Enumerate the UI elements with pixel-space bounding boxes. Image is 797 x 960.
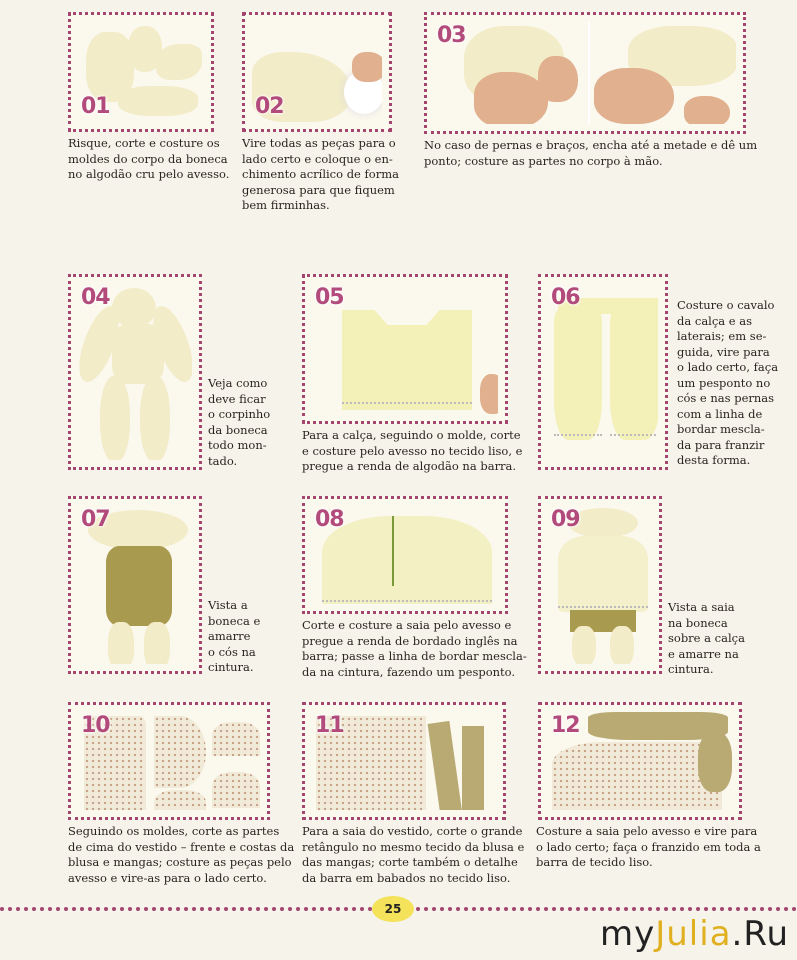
step-05-caption: Para a calça, seguindo o molde, corte e costure pelo avesso no tecido liso, e pregue a renda de algodão na barra. <box>302 428 523 473</box>
step-04-photo <box>68 274 202 470</box>
step-number: 07 <box>81 507 110 532</box>
step-04-caption: Veja como deve ficar o corpinho da boneca todo mon- tado. <box>208 376 271 468</box>
step-05-photo <box>302 274 508 424</box>
step-09-caption: Vista a saia na boneca sobre a calça e amarre na cintura. <box>668 600 745 676</box>
step-number: 01 <box>81 94 110 119</box>
step-08-caption: Corte e costure a saia pelo avesso e pregue a renda de bordado inglês na barra; passe a linha de bordar mescla- da na cintura, fazendo um pesponto. <box>302 618 527 679</box>
step-07-caption: Vista a boneca e amarre o cós na cintura. <box>208 598 261 674</box>
step-12-photo <box>538 702 742 820</box>
step-02-caption: Vire todas as peças para o lado certo e coloque o en- chimento acrílico de forma generosa para que fiquem bem firminhas. <box>242 136 399 212</box>
step-12-caption: Costure a saia pelo avesso e vire para o lado certo; faça o franzido em toda a barra de tecido liso. <box>536 824 761 869</box>
step-03-photo <box>424 12 746 134</box>
assembled-doll-body-image <box>78 284 192 460</box>
brand-part-3: .Ru <box>731 914 789 954</box>
step-02-photo <box>242 12 392 132</box>
step-06-photo <box>538 274 668 470</box>
step-10-caption: Seguindo os moldes, corte as partes de cima do vestido – frente e costas da blusa e mangas; costure as peças pelo avesso e vire-as para o lado certo. <box>68 824 295 885</box>
step-09-photo <box>538 496 662 674</box>
step-08-photo <box>302 496 508 614</box>
step-number: 11 <box>315 713 344 738</box>
step-11-caption: Para a saia do vestido, corte o grande retângulo no mesmo tecido da blusa e das mangas; corte também o detalhe da barra em babados no tecido liso. <box>302 824 525 885</box>
step-11-photo <box>302 702 506 820</box>
step-01-caption: Risque, corte e costure os moldes do corpo da boneca no algodão cru pelo avesso. <box>68 136 230 181</box>
sewn-pants-image <box>548 284 658 460</box>
step-number: 05 <box>315 285 344 310</box>
step-03-caption: No caso de pernas e braços, encha até a metade e dê um ponto; costure as partes no corpo à mão. <box>424 138 758 168</box>
brand-part-2: Julia <box>655 914 732 954</box>
step-07-photo <box>68 496 202 674</box>
brand-watermark <box>600 914 789 954</box>
step-10-photo <box>68 702 270 820</box>
sewing-limbs-image <box>434 22 736 124</box>
step-number: 02 <box>255 94 284 119</box>
step-06-caption: Costure o cavalo da calça e as laterais; em se- guida, vire para o lado certo, faça um pesponto no cós e nas pernas com a linha de bordar mescla- da para franzir desta forma. <box>677 298 779 467</box>
step-number: 06 <box>551 285 580 310</box>
step-number: 10 <box>81 713 110 738</box>
step-number: 12 <box>551 713 580 738</box>
step-number: 04 <box>81 285 110 310</box>
step-01-photo <box>68 12 214 132</box>
step-number: 09 <box>551 507 580 532</box>
step-number: 08 <box>315 507 344 532</box>
page-number: 25 <box>372 896 414 922</box>
step-number: 03 <box>437 23 466 48</box>
brand-part-1: my <box>599 914 656 954</box>
